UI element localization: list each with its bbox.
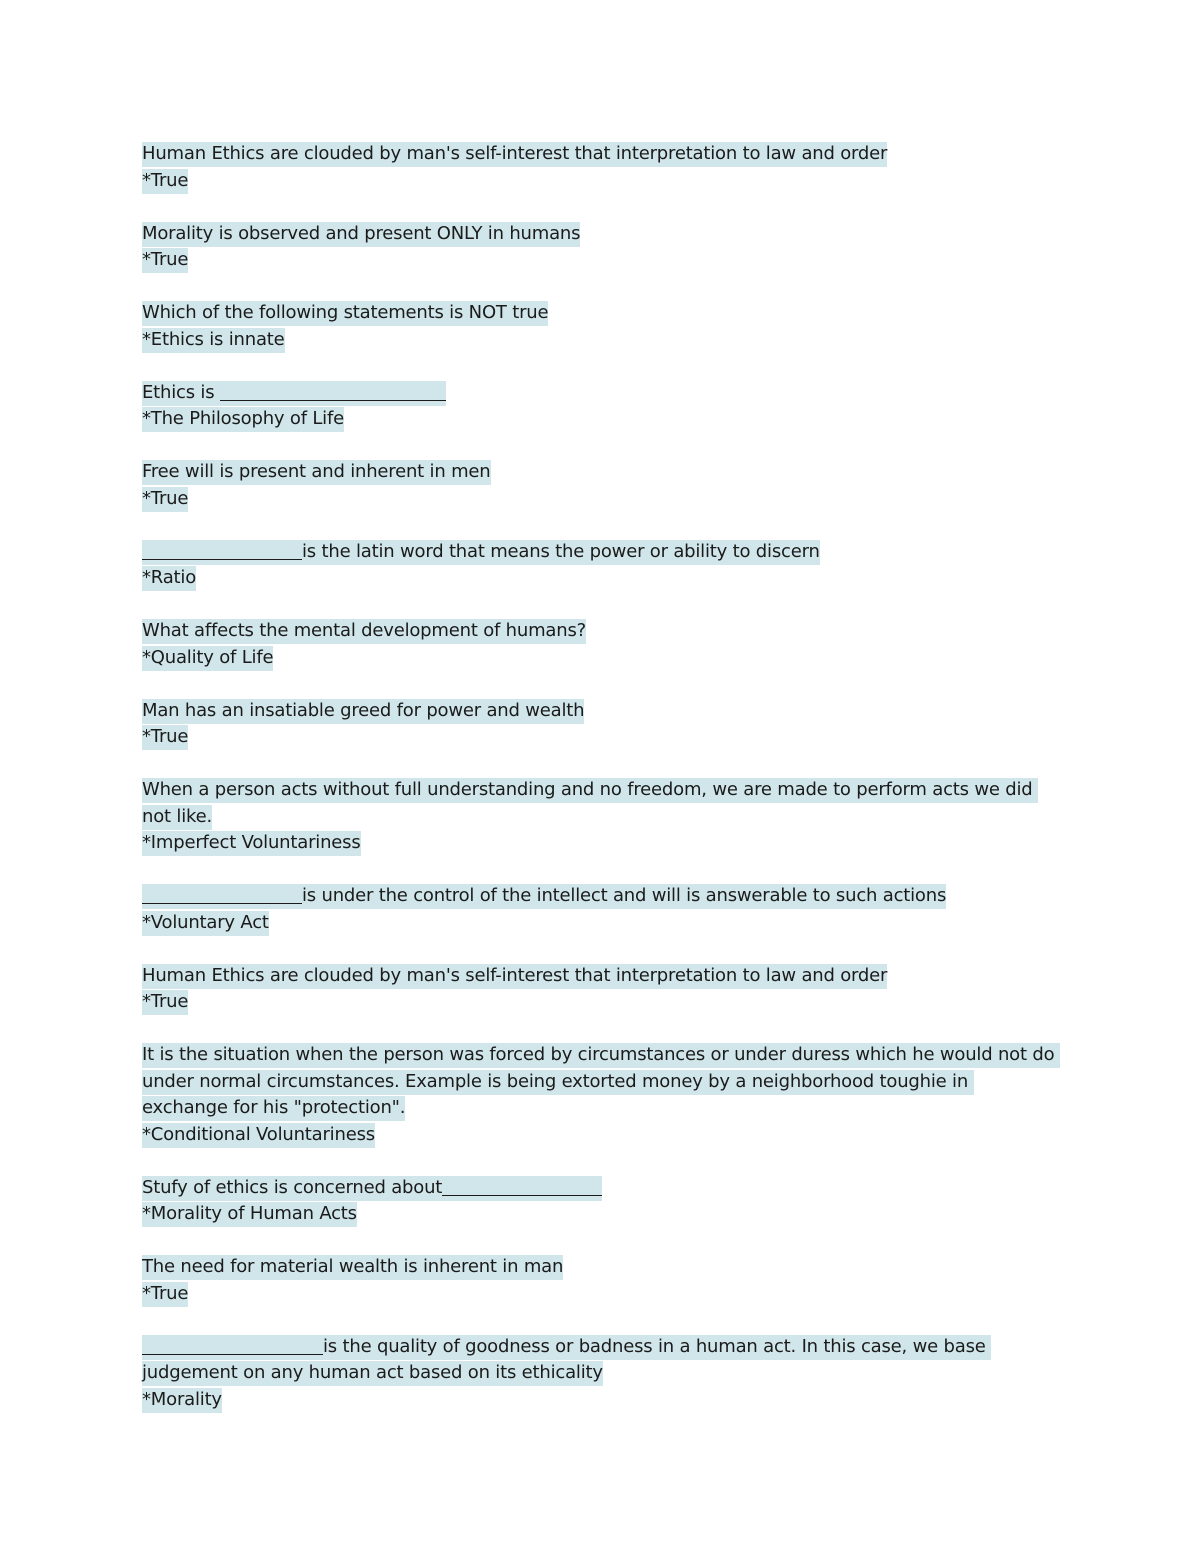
question (142, 221, 1057, 248)
answer (142, 1387, 1057, 1414)
answer (142, 247, 1057, 274)
question-text: What affects the mental development of humans? (142, 620, 586, 641)
question-text: is the latin word that means the power or ability to discern (302, 540, 820, 562)
question-text: Ethics is (142, 381, 220, 403)
question-text: Human Ethics are clouded by man's self-interest that interpretation to law and order (142, 964, 888, 986)
qa-item-7 (142, 618, 1057, 671)
answer-text: *True (142, 169, 188, 194)
fill-in-blank (142, 1335, 323, 1355)
question (142, 300, 1057, 327)
question (142, 1334, 1057, 1387)
answer-text: *True (142, 1282, 188, 1307)
question (142, 459, 1057, 486)
fill-in-blank (142, 540, 302, 560)
fill-in-blank (442, 1176, 602, 1196)
qa-item-8 (142, 698, 1057, 751)
question (142, 539, 1057, 566)
answer-text: *True (142, 487, 188, 512)
question (142, 1254, 1057, 1281)
question-text: is under the control of the intellect and will is answerable to such actions (302, 885, 947, 906)
question-text: Which of the following statements is NOT true (142, 302, 549, 323)
qa-item-10 (142, 883, 1057, 936)
fill-in-blank (220, 381, 446, 401)
question-text: The need for material wealth is inherent in man (142, 1256, 564, 1277)
answer (142, 1201, 1057, 1228)
answer-text: *Ratio (142, 566, 196, 591)
question (142, 698, 1057, 725)
answer (142, 1122, 1057, 1149)
answer-text: *Quality of Life (142, 646, 273, 671)
question-text: It is the situation when the person was forced by circumstances or under duress which he would not do under normal circumstances. Example is being extorted money by a neighborhood toughie in exchange for his "protection". (142, 1044, 1060, 1118)
qa-item-13 (142, 1175, 1057, 1228)
answer-text: *Imperfect Voluntariness (142, 831, 361, 856)
qa-item-15 (142, 1334, 1057, 1414)
question (142, 883, 1057, 910)
question (142, 1042, 1060, 1122)
question (142, 618, 1057, 645)
question-text: Morality is observed and present ONLY in humans (142, 222, 581, 244)
answer (142, 406, 1057, 433)
question-text: When a person acts without full understanding and no freedom, we are made to perform acts we did not like. (142, 779, 1039, 827)
answer-text: *Conditional Voluntariness (142, 1123, 375, 1148)
question-text: Free will is present and inherent in men (142, 461, 491, 482)
document-page (142, 141, 1060, 1440)
qa-item-4 (142, 380, 1057, 433)
answer-text: *Morality (142, 1388, 222, 1413)
answer (142, 486, 1057, 513)
qa-item-5 (142, 459, 1057, 512)
answer-text: *Ethics is innate (142, 328, 285, 353)
qa-item-2 (142, 221, 1057, 274)
question (142, 380, 1057, 407)
answer-text: *True (142, 725, 188, 750)
qa-item-11 (142, 963, 1057, 1016)
question (142, 141, 1057, 168)
question-text: Human Ethics are clouded by man's self-interest that interpretation to law and order (142, 143, 888, 164)
answer (142, 724, 1057, 751)
question-text: Man has an insatiable greed for power and wealth (142, 699, 585, 721)
answer (142, 1281, 1057, 1308)
answer-text: *Morality of Human Acts (142, 1202, 357, 1227)
qa-item-3 (142, 300, 1057, 353)
qa-item-6 (142, 539, 1057, 592)
answer-text: *Voluntary Act (142, 911, 269, 936)
answer (142, 910, 1057, 937)
answer-text: *True (142, 990, 188, 1015)
answer (142, 989, 1057, 1016)
fill-in-blank (142, 884, 302, 904)
answer (142, 830, 1057, 857)
question (142, 777, 1057, 830)
answer-text: *True (142, 248, 188, 273)
qa-item-9 (142, 777, 1057, 857)
question-text: is the quality of goodness or badness in a human act. In this case, we base judgement on any human act based on its ethicality (142, 1335, 992, 1383)
question (142, 963, 1057, 990)
answer (142, 645, 1057, 672)
question-text: Stufy of ethics is concerned about (142, 1176, 443, 1198)
answer (142, 168, 1057, 195)
answer-text: *The Philosophy of Life (142, 407, 344, 432)
qa-item-1 (142, 141, 1057, 194)
question (142, 1175, 1057, 1202)
answer (142, 565, 1057, 592)
qa-item-12 (142, 1042, 1060, 1148)
answer (142, 327, 1057, 354)
qa-item-14 (142, 1254, 1057, 1307)
